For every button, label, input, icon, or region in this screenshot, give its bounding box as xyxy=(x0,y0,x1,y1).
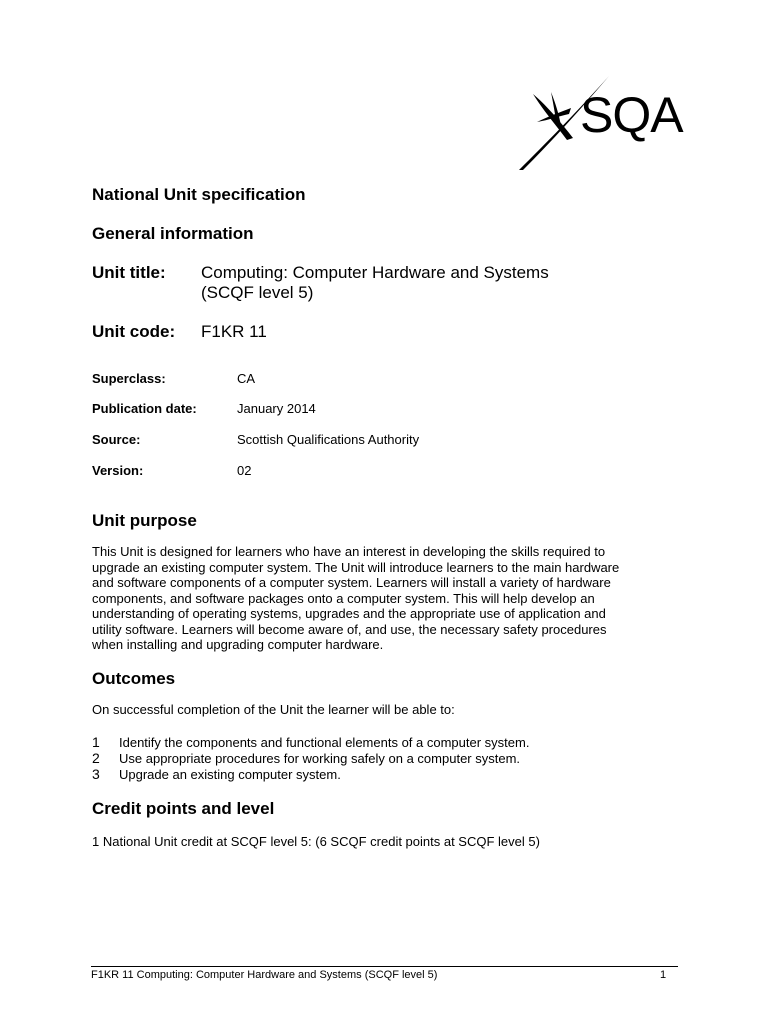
version-value: 02 xyxy=(237,463,252,478)
version-label: Version: xyxy=(92,463,144,478)
paragraph-line: and software components of a computer system. Learners will install a variety of hardware xyxy=(92,575,611,590)
paragraph-line: upgrade an existing computer system. The Unit will introduce learners to the main hardware xyxy=(92,559,620,575)
outcome-text: Use appropriate procedures for working safely on a computer system. xyxy=(119,751,521,766)
credit-points-text: 1 National Unit credit at SCQF level 5: (6 SCQF credit points at SCQF level 5) xyxy=(92,834,540,849)
paragraph-line: understanding of operating systems, upgrades and the appropriate use of application and xyxy=(92,606,606,621)
publication-date-label: Publication date: xyxy=(92,401,197,416)
superclass-value: CA xyxy=(237,371,256,386)
source-label: Source: xyxy=(92,432,141,447)
page-title: National Unit specification xyxy=(92,185,306,204)
paragraph-line: components, and software packages onto a computer system. This will help develop an xyxy=(92,590,595,606)
outcome-number: 2 xyxy=(92,750,100,766)
logo-wordmark: SQA xyxy=(580,87,683,143)
unit-title-line2: (SCQF level 5) xyxy=(201,283,314,302)
unit-code-label: Unit code: xyxy=(92,322,176,341)
outcome-number: 1 xyxy=(92,734,100,750)
unit-purpose-paragraph xyxy=(92,544,672,653)
general-information-heading: General information xyxy=(92,224,254,243)
outcomes-heading: Outcomes xyxy=(92,669,176,688)
paragraph-line: when installing and upgrading computer hardware. xyxy=(92,637,384,652)
publication-date-value: January 2014 xyxy=(237,401,316,416)
outcome-text: Upgrade an existing computer system. xyxy=(119,767,341,782)
credit-points-heading: Credit points and level xyxy=(92,799,275,818)
paragraph-line: utility software. Learners will become aware of, and use, the necessary safety procedures xyxy=(92,621,607,637)
page-number: 1 xyxy=(660,969,667,981)
outcome-number: 3 xyxy=(92,766,100,782)
footer-divider xyxy=(91,966,678,967)
footer-text: F1KR 11 Computing: Computer Hardware and Systems (SCQF level 5) xyxy=(91,969,438,981)
unit-title-line1: Computing: Computer Hardware and Systems xyxy=(201,263,549,282)
paragraph-line: This Unit is designed for learners who have an interest in developing the skills required to xyxy=(92,544,606,559)
source-value: Scottish Qualifications Authority xyxy=(237,432,420,447)
unit-purpose-heading: Unit purpose xyxy=(92,511,197,530)
outcome-text: Identify the components and functional elements of a computer system. xyxy=(119,735,530,750)
outcomes-intro: On successful completion of the Unit the learner will be able to: xyxy=(92,702,455,717)
superclass-label: Superclass: xyxy=(92,371,166,386)
sqa-logo xyxy=(515,74,710,174)
unit-title-label: Unit title: xyxy=(92,263,166,282)
unit-code-value: F1KR 11 xyxy=(201,322,267,341)
